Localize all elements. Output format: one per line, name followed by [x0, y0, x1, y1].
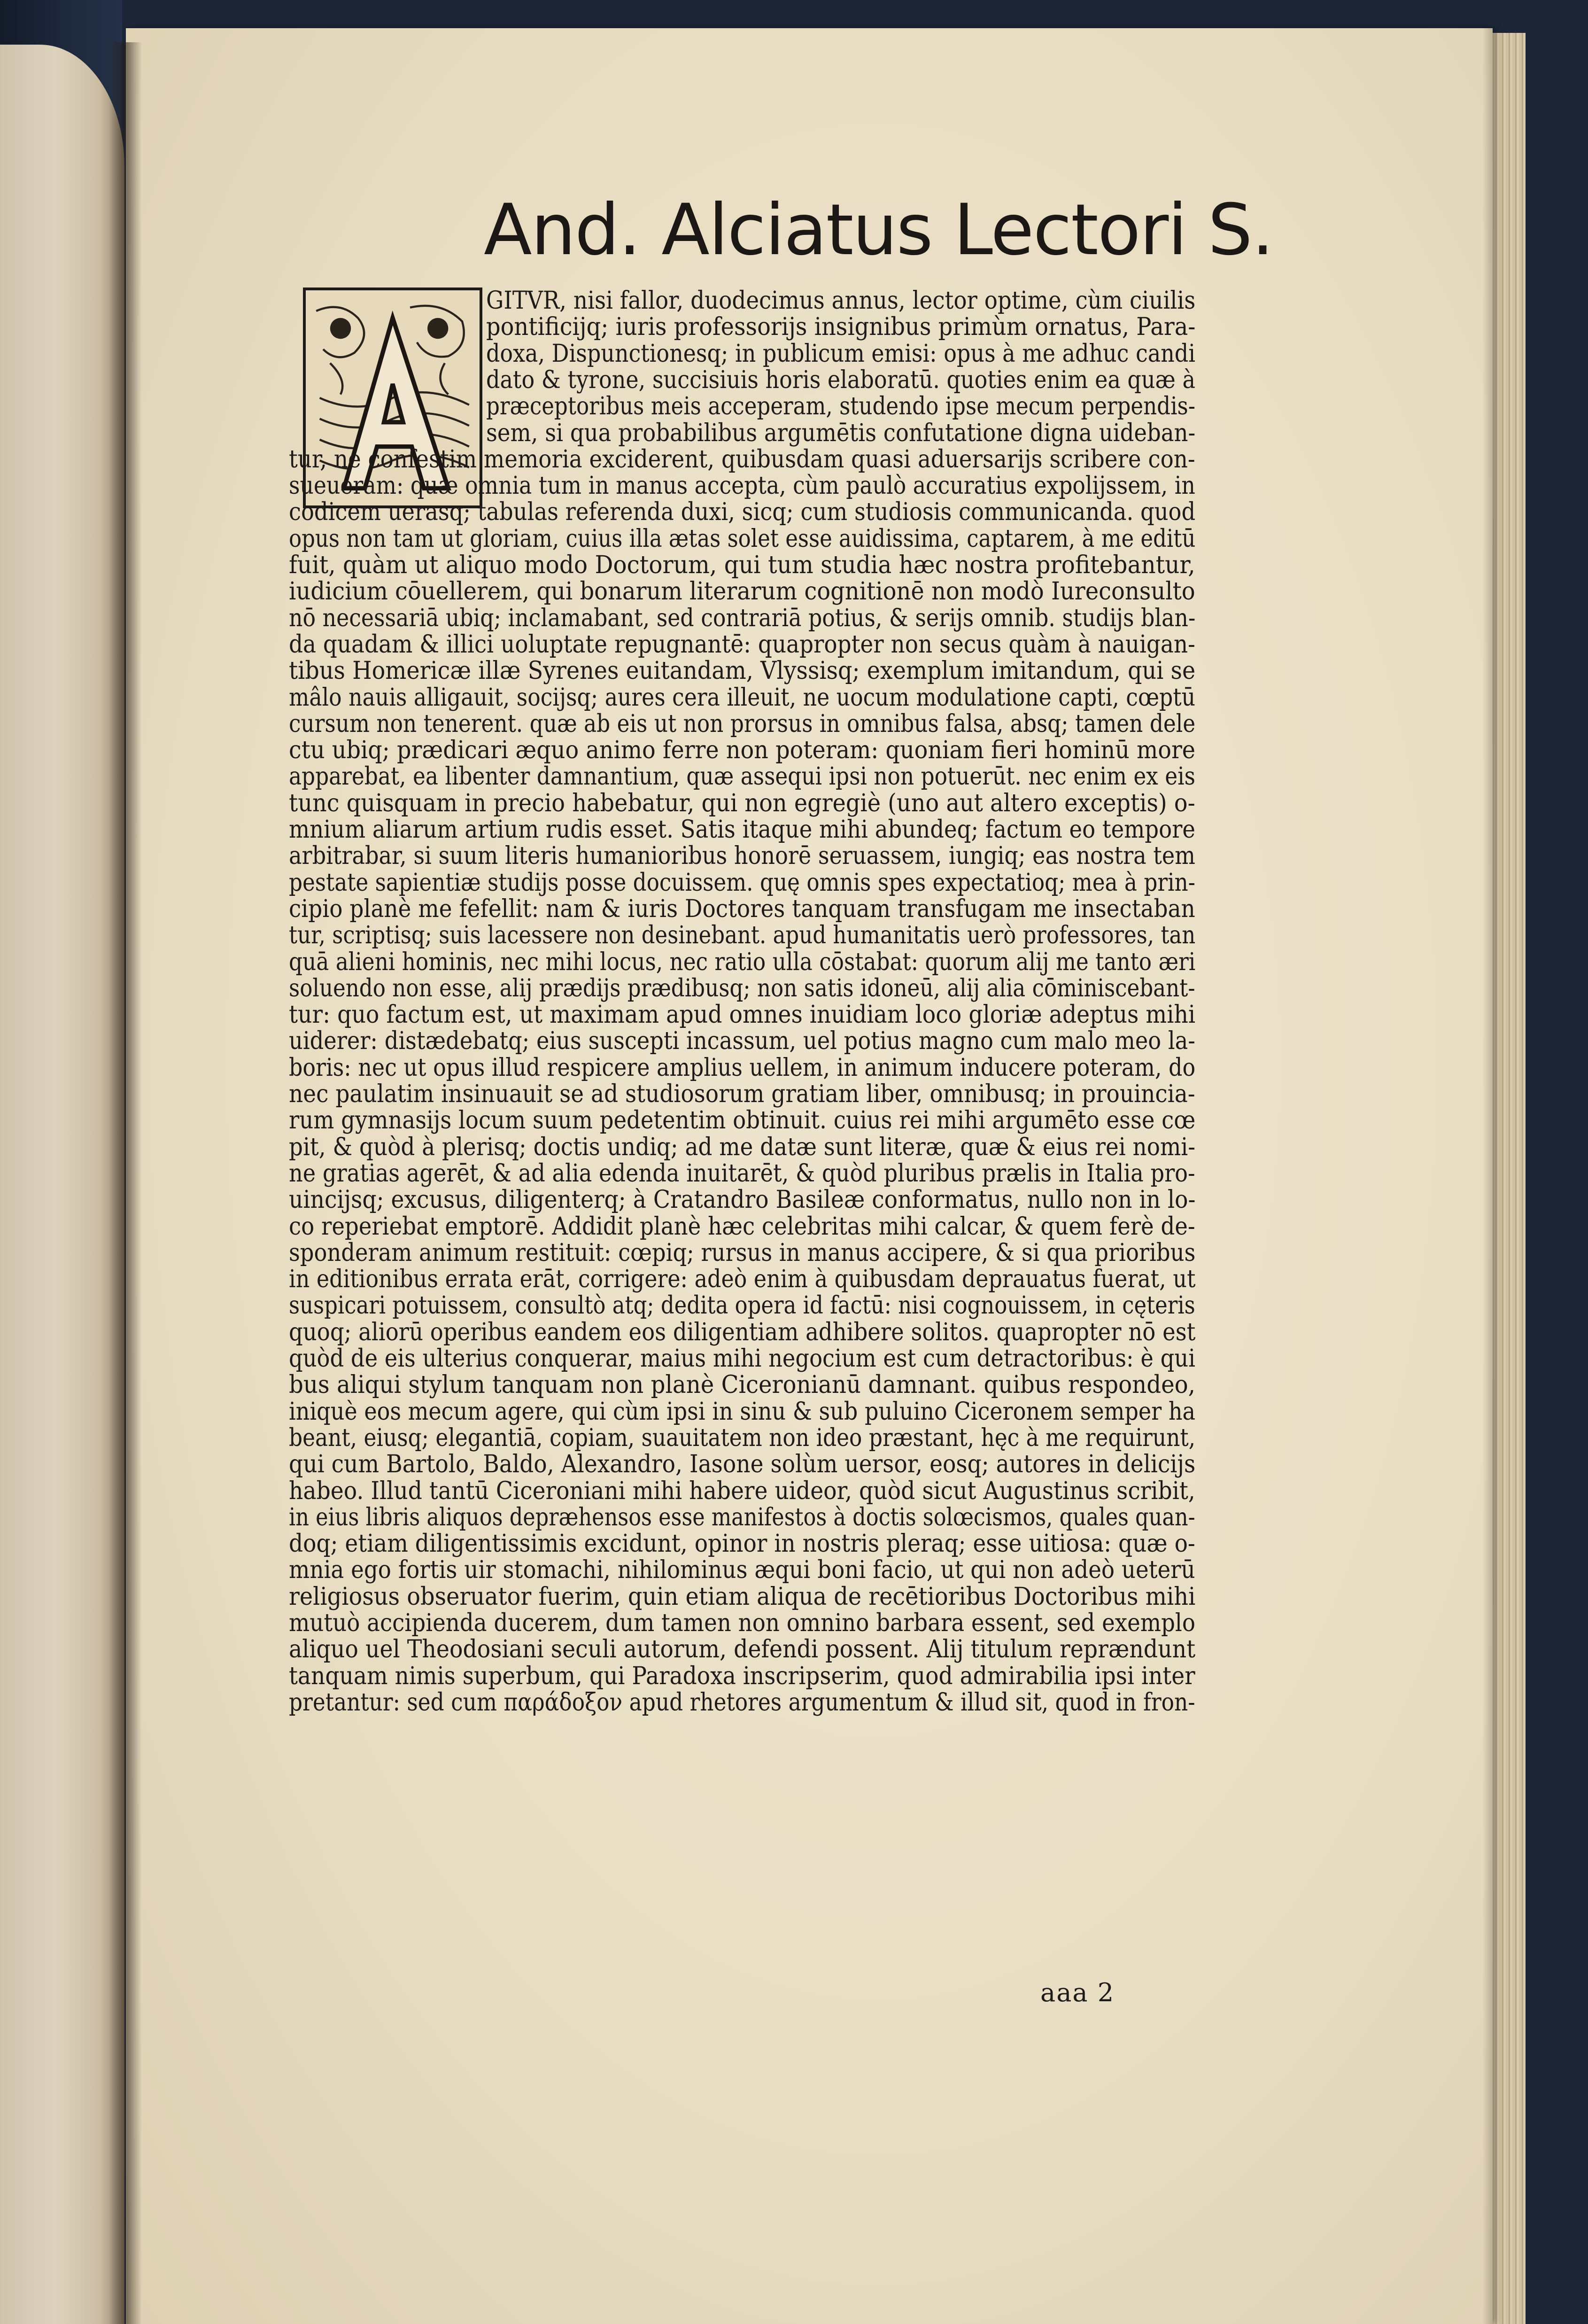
text-line: tibus Homericæ illæ Syrenes euitandam, Vlyssisq; exemplum imitandum, qui se — [289, 657, 1195, 685]
text-line: sueueram: quæ omnia tum in manus accepta, cùm paulò accuratius expolijssem, in — [289, 472, 1195, 500]
text-line: doxa, Dispunctionesq; in publicum emisi: opus à me adhuc candi — [486, 340, 1195, 368]
text-line: tur: quo factum est, ut maximam apud omnes inuidiam loco gloriæ adeptus mihi — [289, 1001, 1195, 1029]
gutter-shadow — [109, 42, 142, 2324]
text-line: soluendo non esse, alij prædijs prædibusq; non satis idoneū, alij alia cōminiscebant- — [289, 974, 1195, 1003]
text-line: arbitrabar, si suum literis humanioribus honorē seruassem, iungiq; eas nostra tem — [289, 842, 1195, 870]
text-line: beant, eiusq; elegantiā, copiam, suauitatem non ideo præstant, hęc à me requirunt, — [289, 1424, 1195, 1452]
text-line: pretantur: sed cum παράδοξον apud rhetores argumentum & illud sit, quod in fron- — [289, 1688, 1195, 1717]
text-line: doq; etiam diligentissimis excidunt, opinor in nostris pleraq; esse uitiosa: quæ o- — [289, 1530, 1195, 1558]
text-line: habeo. Illud tantū Ciceroniani mihi habere uideor, quòd sicut Augustinus scribit, — [289, 1477, 1195, 1505]
text-line: mnia ego fortis uir stomachi, nihilominus æqui boni facio, ut qui non adeò ueterū — [289, 1556, 1195, 1584]
text-line: pit, & quòd à plerisq; doctis undiq; ad me datæ sunt literæ, quæ & eius rei nomi- — [289, 1133, 1195, 1161]
text-line: boris: nec ut opus illud respicere amplius uellem, in animum inducere poteram, do — [289, 1054, 1195, 1082]
text-line: qui cum Bartolo, Baldo, Alexandro, Iasone solùm uersor, eosq; autores in delicijs — [289, 1450, 1195, 1478]
text-line: aliquo uel Theodosiani seculi autorum, defendi possent. Alij titulum reprændunt — [289, 1635, 1195, 1663]
text-line: suspicari potuissem, consultò atq; dedita opera id factū: nisi cognouissem, in cęteris — [289, 1291, 1195, 1320]
text-line: iudicium cōuellerem, qui bonarum literarum cognitionē non modò Iureconsulto — [289, 577, 1195, 606]
text-line: rum gymnasijs locum suum pedetentim obtinuit. cuius rei mihi argumēto esse cœ — [289, 1106, 1195, 1135]
text-line: pestate sapientiæ studijs posse docuissem. quę omnis spes expectatioq; mea à prin- — [289, 869, 1195, 897]
text-line: quoq; aliorū operibus eandem eos diligentiam adhibere solitos. quapropter nō est — [289, 1318, 1195, 1346]
text-line: GITVR, nisi fallor, duodecimus annus, lector optime, cùm ciuilis — [486, 287, 1195, 315]
text-line: co reperiebat emptorē. Addidit planè hæc celebritas mihi calcar, & quem ferè de- — [289, 1213, 1195, 1241]
text-line: mâlo nauis alligauit, socijsq; aures cera illeuit, ne uocum modulatione capti, cœptū — [289, 684, 1195, 712]
text-line: nec paulatim insinuauit se ad studiosorum gratiam liber, omnibusq; in prouincia- — [289, 1080, 1195, 1108]
page-edge-stack — [1493, 33, 1526, 2324]
text-line: ctu ubiq; prædicari æquo animo ferre non poteram: quoniam fieri hominū more — [289, 736, 1195, 764]
text-line: in editionibus errata erāt, corrigere: adeò enim à quibusdam deprauatus fuerat, ut — [289, 1265, 1195, 1293]
text-line: cursum non tenerent. quæ ab eis ut non prorsus in omnibus falsa, absq; tamen dele — [289, 710, 1195, 738]
text-line: quòd de eis ulterius conquerar, maius mihi negocium est cum detractoribus: è qui — [289, 1345, 1195, 1373]
text-line: apparebat, ea libenter damnantium, quæ assequi ipsi non potuerūt. nec enim ex eis — [289, 762, 1195, 791]
text-line: mutuò accipienda ducerem, dum tamen non omnino barbara essent, sed exemplo — [289, 1609, 1195, 1637]
text-line: mnium aliarum artium rudis esset. Satis itaque mihi abundeq; factum eo tempore — [289, 816, 1195, 844]
text-line: tunc quisquam in precio habebatur, qui non egregiè (uno aut altero exceptis) o- — [289, 789, 1195, 817]
text-line: tur, scriptisq; suis lacessere non desinebant. apud humanitatis uerò professores, tan — [289, 921, 1195, 949]
signature-mark: aaa 2 — [1040, 1978, 1115, 2007]
left-page-edge — [0, 45, 124, 2324]
text-line: cipio planè me fefellit: nam & iuris Doctores tanquam transfugam me insectaban — [289, 895, 1195, 923]
text-line: sponderam animum restituit: cœpiq; rursus in manus accipere, & si qua prioribus — [289, 1239, 1195, 1267]
text-line: tanquam nimis superbum, qui Paradoxa inscripserim, quod admirabilia ipsi inter — [289, 1662, 1195, 1690]
text-line: quā alieni hominis, nec mihi locus, nec ratio ulla cōstabat: quorum alij me tanto æri — [289, 948, 1195, 976]
text-line: iniquè eos mecum agere, qui cùm ipsi in sinu & sub puluino Ciceronem semper ha — [289, 1398, 1195, 1426]
text-line: præceptoribus meis acceperam, studendo ipse mecum perpendis- — [486, 392, 1195, 420]
text-line: dato & tyrone, succisiuis horis elaboratū. quoties enim ea quæ à — [486, 366, 1195, 394]
text-line: religiosus obseruator fuerim, quin etiam aliqua de recētioribus Doctoribus mihi — [289, 1583, 1195, 1611]
text-line: uincijsq; excusus, diligenterq; à Cratandro Basileæ conformatus, nullo non in lo- — [289, 1186, 1195, 1214]
text-line: ne gratias agerēt, & ad alia edenda inuitarēt, & quòd pluribus prælis in Italia pro- — [289, 1159, 1195, 1188]
text-line: uiderer: distædebatq; eius suscepti incassum, uel potius magno cum malo meo la- — [289, 1027, 1195, 1055]
text-line: opus non tam ut gloriam, cuius illa ætas solet esse auidissima, captarem, à me editū — [289, 525, 1195, 553]
text-line: codicem uerasq; tabulas referenda duxi, sicq; cum studiosis communicanda. quod — [289, 498, 1195, 526]
text-line: pontificijq; iuris professorijs insignibus primùm ornatus, Para- — [486, 313, 1195, 341]
text-line: bus aliqui stylum tanquam non planè Ciceronianū damnant. quibus respondeo, — [289, 1371, 1195, 1399]
text-line: in eius libris aliquos depræhensos esse manifestos à doctis solœcismos, quales quan- — [289, 1503, 1195, 1531]
text-line: nō necessariā ubiq; inclamabant, sed contrariā potius, & serijs omnib. studijs blan- — [289, 604, 1195, 632]
text-line: da quadam & illici uoluptate repugnantē: quapropter non secus quàm à nauigan- — [289, 630, 1195, 659]
page-title: And. Alciatus Lectori S. — [484, 189, 1273, 271]
text-line: fuit, quàm ut aliquo modo Doctorum, qui tum studia hæc nostra profitebantur, — [289, 551, 1195, 579]
text-line: tur, ne confestim memoria exciderent, quibusdam quasi aduersarijs scribere con- — [289, 445, 1195, 474]
text-line: sem, si qua probabilibus argumētis confutatione digna uideban- — [486, 419, 1195, 447]
